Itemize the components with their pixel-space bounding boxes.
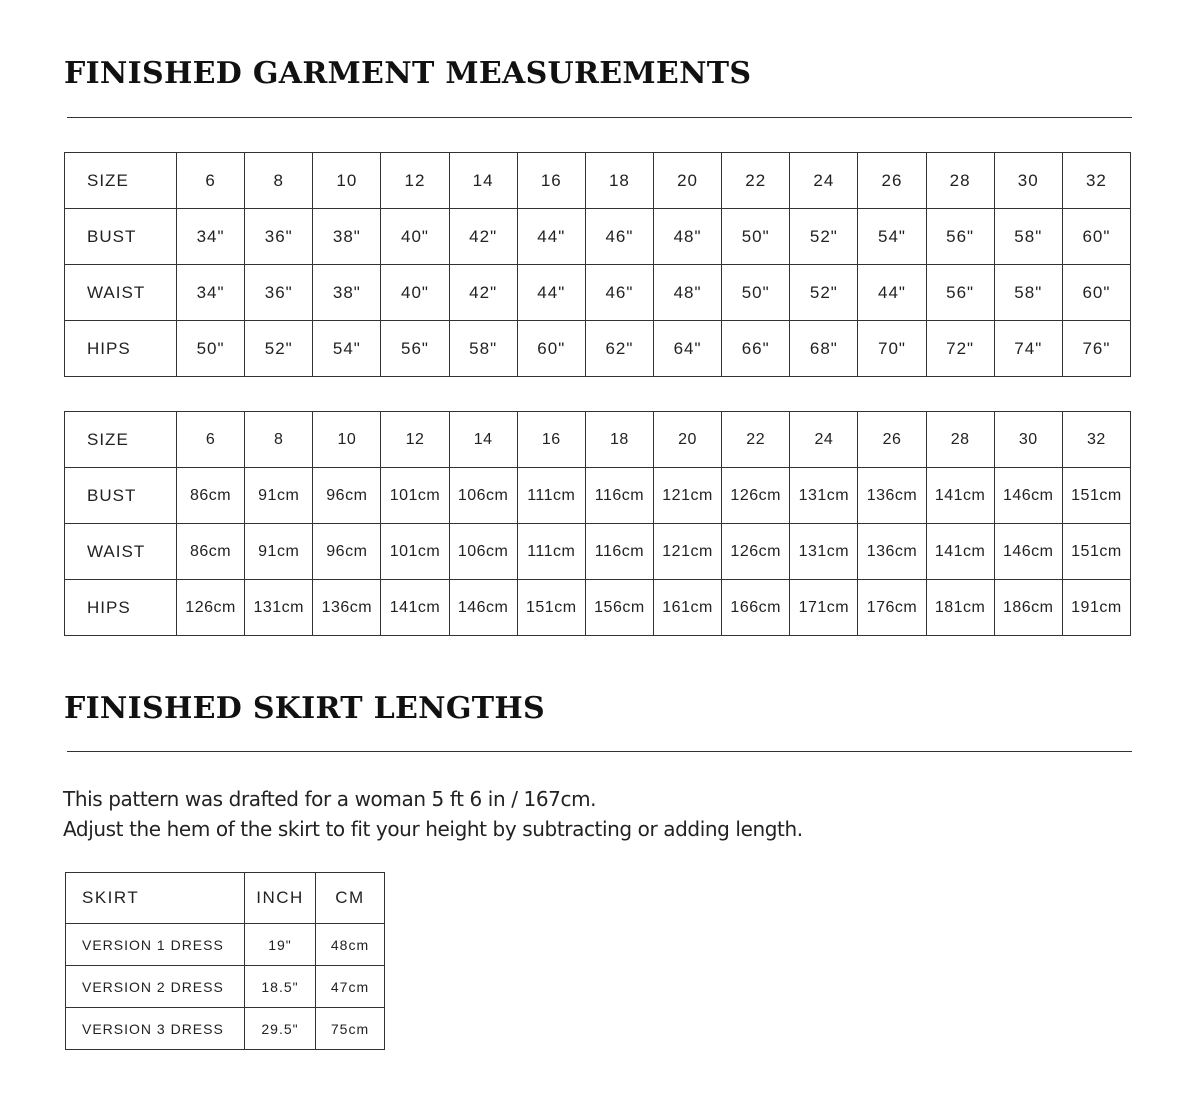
- measurement-cell: 64": [653, 321, 721, 377]
- cm-header-cell: CM: [316, 873, 385, 924]
- measurement-cell: 8: [245, 412, 313, 468]
- measurement-cell: 44": [517, 209, 585, 265]
- intro-line: Adjust the hem of the skirt to fit your height by subtracting or adding length.: [63, 817, 803, 841]
- measurement-cell: 136cm: [313, 580, 381, 636]
- skirt-version-cell: VERSION 3 DRESS: [66, 1008, 245, 1050]
- row-label-cell: HIPS: [65, 321, 177, 377]
- measurement-cell: 58": [449, 321, 517, 377]
- skirt-title-divider: [67, 751, 1132, 752]
- measurement-cell: 151cm: [517, 580, 585, 636]
- measurement-cell: 86cm: [177, 524, 245, 580]
- title-divider: [67, 117, 1132, 118]
- intro-line: This pattern was drafted for a woman 5 ft 6 in / 167cm.: [63, 787, 597, 811]
- measurement-cell: 32: [1062, 153, 1130, 209]
- measurement-cell: 6: [177, 153, 245, 209]
- measurement-cell: 16: [517, 153, 585, 209]
- row-label-cell: HIPS: [65, 580, 177, 636]
- measurement-cell: 52": [790, 265, 858, 321]
- measurement-cell: 20: [653, 153, 721, 209]
- measurement-cell: 111cm: [517, 524, 585, 580]
- measurement-cell: 48": [653, 265, 721, 321]
- measurement-cell: 146cm: [994, 524, 1062, 580]
- measurement-cell: 141cm: [381, 580, 449, 636]
- row-label-cell: SIZE: [65, 153, 177, 209]
- measurement-cell: 38": [313, 209, 381, 265]
- measurement-cell: 32: [1062, 412, 1130, 468]
- measurement-cell: 36": [245, 265, 313, 321]
- measurement-cell: 146cm: [994, 468, 1062, 524]
- measurement-cell: 44": [517, 265, 585, 321]
- cm-value-cell: 47cm: [316, 966, 385, 1008]
- measurement-cell: 141cm: [926, 468, 994, 524]
- measurement-cell: 54": [858, 209, 926, 265]
- measurement-cell: 181cm: [926, 580, 994, 636]
- table-row: [65, 468, 1131, 524]
- table-row: [65, 209, 1131, 265]
- measurement-cell: 161cm: [653, 580, 721, 636]
- measurement-cell: 16: [517, 412, 585, 468]
- measurement-cell: 6: [177, 412, 245, 468]
- measurement-cell: 26: [858, 412, 926, 468]
- measurement-cell: 42": [449, 209, 517, 265]
- measurement-cell: 151cm: [1062, 524, 1130, 580]
- measurement-cell: 91cm: [245, 524, 313, 580]
- measurement-cell: 18: [585, 153, 653, 209]
- measurement-cell: 8: [245, 153, 313, 209]
- measurement-cell: 58": [994, 209, 1062, 265]
- cm-value-cell: 75cm: [316, 1008, 385, 1050]
- measurement-cell: 10: [313, 412, 381, 468]
- measurement-cell: 28: [926, 412, 994, 468]
- measurement-cell: 101cm: [381, 468, 449, 524]
- measurement-cell: 56": [926, 209, 994, 265]
- measurement-cell: 151cm: [1062, 468, 1130, 524]
- skirt-version-cell: VERSION 1 DRESS: [66, 924, 245, 966]
- measurement-cell: 28: [926, 153, 994, 209]
- measurement-cell: 186cm: [994, 580, 1062, 636]
- measurement-cell: 36": [245, 209, 313, 265]
- measurement-cell: 131cm: [790, 468, 858, 524]
- measurement-cell: 131cm: [245, 580, 313, 636]
- measurement-cell: 116cm: [585, 524, 653, 580]
- table-row: [65, 153, 1131, 209]
- inch-value-cell: 19": [245, 924, 316, 966]
- table-row: [66, 1008, 385, 1050]
- measurement-cell: 56": [926, 265, 994, 321]
- row-label-cell: BUST: [65, 468, 177, 524]
- measurement-cell: 126cm: [177, 580, 245, 636]
- measurement-cell: 10: [313, 153, 381, 209]
- measurement-cell: 70": [858, 321, 926, 377]
- measurement-cell: 50": [722, 209, 790, 265]
- measurement-cell: 14: [449, 153, 517, 209]
- measurement-cell: 74": [994, 321, 1062, 377]
- measurement-cell: 50": [722, 265, 790, 321]
- measurement-cell: 101cm: [381, 524, 449, 580]
- table-row: [66, 924, 385, 966]
- measurement-cell: 52": [790, 209, 858, 265]
- skirt-lengths-table: [65, 872, 385, 1050]
- measurement-cell: 166cm: [722, 580, 790, 636]
- measurement-cell: 96cm: [313, 468, 381, 524]
- measurement-cell: 22: [722, 153, 790, 209]
- table-row: [66, 966, 385, 1008]
- measurement-cell: 26: [858, 153, 926, 209]
- measurement-cell: 62": [585, 321, 653, 377]
- measurement-cell: 50": [177, 321, 245, 377]
- measurement-cell: 96cm: [313, 524, 381, 580]
- measurement-cell: 12: [381, 412, 449, 468]
- measurement-cell: 141cm: [926, 524, 994, 580]
- measurement-cell: 38": [313, 265, 381, 321]
- measurement-cell: 121cm: [653, 468, 721, 524]
- measurement-cell: 66": [722, 321, 790, 377]
- measurement-cell: 20: [653, 412, 721, 468]
- measurement-cell: 34": [177, 209, 245, 265]
- row-label-cell: WAIST: [65, 524, 177, 580]
- measurement-cell: 126cm: [722, 524, 790, 580]
- measurement-cell: 156cm: [585, 580, 653, 636]
- measurement-cell: 91cm: [245, 468, 313, 524]
- measurement-cell: 60": [517, 321, 585, 377]
- measurement-cell: 72": [926, 321, 994, 377]
- garment-measurements-title: FINISHED GARMENT MEASUREMENTS: [64, 56, 752, 91]
- imperial-measurements-table: [64, 152, 1131, 377]
- measurement-cell: 42": [449, 265, 517, 321]
- measurement-cell: 22: [722, 412, 790, 468]
- skirt-intro-text: [63, 784, 803, 844]
- measurement-cell: 60": [1062, 209, 1130, 265]
- measurement-cell: 40": [381, 209, 449, 265]
- skirt-header-cell: SKIRT: [66, 873, 245, 924]
- measurement-cell: 58": [994, 265, 1062, 321]
- measurement-cell: 136cm: [858, 524, 926, 580]
- measurement-cell: 34": [177, 265, 245, 321]
- measurement-cell: 18: [585, 412, 653, 468]
- measurement-cell: 191cm: [1062, 580, 1130, 636]
- measurement-cell: 30: [994, 153, 1062, 209]
- measurement-cell: 40": [381, 265, 449, 321]
- measurement-cell: 52": [245, 321, 313, 377]
- inch-value-cell: 18.5": [245, 966, 316, 1008]
- measurement-cell: 171cm: [790, 580, 858, 636]
- measurement-cell: 146cm: [449, 580, 517, 636]
- skirt-lengths-title: FINISHED SKIRT LENGTHS: [64, 691, 546, 726]
- measurement-cell: 106cm: [449, 468, 517, 524]
- measurement-cell: 12: [381, 153, 449, 209]
- measurement-cell: 56": [381, 321, 449, 377]
- measurement-cell: 46": [585, 209, 653, 265]
- measurement-cell: 46": [585, 265, 653, 321]
- measurement-cell: 48": [653, 209, 721, 265]
- measurement-cell: 136cm: [858, 468, 926, 524]
- table-row: [65, 412, 1131, 468]
- metric-measurements-table: [64, 411, 1131, 636]
- table-row: [65, 524, 1131, 580]
- measurement-cell: 24: [790, 412, 858, 468]
- measurement-cell: 176cm: [858, 580, 926, 636]
- measurement-cell: 24: [790, 153, 858, 209]
- skirt-version-cell: VERSION 2 DRESS: [66, 966, 245, 1008]
- measurement-cell: 86cm: [177, 468, 245, 524]
- skirt-table-header-row: [66, 873, 385, 924]
- table-row: [65, 321, 1131, 377]
- measurement-cell: 111cm: [517, 468, 585, 524]
- measurement-cell: 106cm: [449, 524, 517, 580]
- measurement-cell: 30: [994, 412, 1062, 468]
- row-label-cell: BUST: [65, 209, 177, 265]
- cm-value-cell: 48cm: [316, 924, 385, 966]
- measurement-cell: 14: [449, 412, 517, 468]
- measurement-cell: 44": [858, 265, 926, 321]
- row-label-cell: SIZE: [65, 412, 177, 468]
- measurement-cell: 76": [1062, 321, 1130, 377]
- measurement-cell: 54": [313, 321, 381, 377]
- measurement-cell: 126cm: [722, 468, 790, 524]
- measurement-cell: 60": [1062, 265, 1130, 321]
- inch-header-cell: INCH: [245, 873, 316, 924]
- row-label-cell: WAIST: [65, 265, 177, 321]
- table-row: [65, 265, 1131, 321]
- measurement-cell: 68": [790, 321, 858, 377]
- table-row: [65, 580, 1131, 636]
- measurement-cell: 116cm: [585, 468, 653, 524]
- measurement-cell: 121cm: [653, 524, 721, 580]
- inch-value-cell: 29.5": [245, 1008, 316, 1050]
- measurement-cell: 131cm: [790, 524, 858, 580]
